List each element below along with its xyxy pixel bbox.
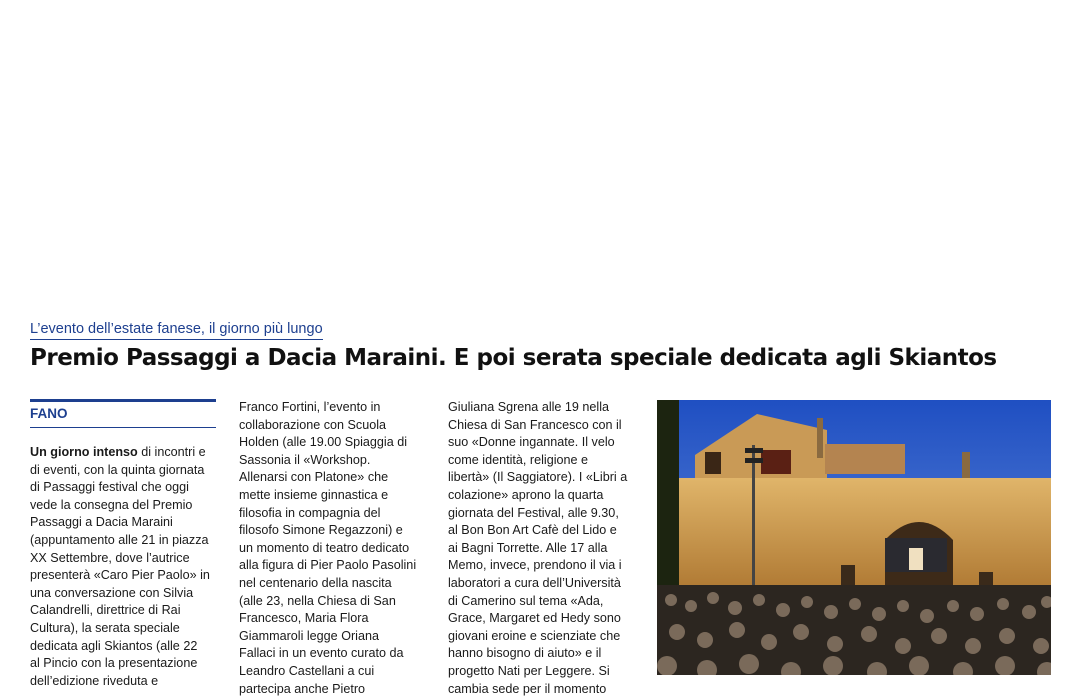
text-line: di Passaggi festival che oggi xyxy=(30,479,220,497)
text-line: Giammaroli legge Oriana xyxy=(239,628,429,646)
text-line: Leandro Castellani a cui xyxy=(239,663,429,681)
text-line: giornata del Festival, alle 9.30, xyxy=(448,505,638,523)
text-line: Calandrelli, direttrice di Rai xyxy=(30,602,220,620)
text-column-1 xyxy=(30,444,220,690)
text-line: presenterà «Caro Pier Paolo» in xyxy=(30,567,220,585)
text-line: giovani eroine e scienziate che xyxy=(448,628,638,646)
text-line: dedicata agli Skiantos (alle 22 xyxy=(30,638,220,656)
text-line: mette insieme ginnastica e xyxy=(239,487,429,505)
text-line: Memo, invece, prendono il via i xyxy=(448,557,638,575)
text-line: un momento di teatro dedicato xyxy=(239,540,429,558)
text-line: progetto Nati per Leggere. Si xyxy=(448,663,638,681)
lead-text: Un giorno intenso xyxy=(30,445,138,459)
event-photo xyxy=(657,400,1051,675)
text-line: Grace, Margaret ed Hedy sono xyxy=(448,610,638,628)
text-line: di Camerino sul tema «Ada, xyxy=(448,593,638,611)
text-line: dell’edizione riveduta e xyxy=(30,673,220,691)
text-line: Giuliana Sgrena alle 19 nella xyxy=(448,399,638,417)
text-line: hanno bisogno di aiuto» e il xyxy=(448,645,638,663)
section-bar xyxy=(30,399,216,402)
text-line: Franco Fortini, l’evento in xyxy=(239,399,429,417)
text-line: Cultura), la serata speciale xyxy=(30,620,220,638)
headline: Premio Passaggi a Dacia Maraini. E poi serata speciale dedicata agli Skiantos xyxy=(30,345,1070,371)
text-line: Chiesa di San Francesco con il xyxy=(448,417,638,435)
text-line: di eventi, con la quinta giornata xyxy=(30,462,220,480)
text-column-3 xyxy=(448,399,638,698)
text-line: Allenarsi con Platone» che xyxy=(239,469,429,487)
text-line: ai Bagni Torrette. Alle 17 alla xyxy=(448,540,638,558)
text-line: Passaggi a Dacia Maraini xyxy=(30,514,220,532)
text-line: libertà» (Il Saggiatore). I «Libri a xyxy=(448,469,638,487)
text-line: una conversazione con Silvia xyxy=(30,585,220,603)
text-line: Fallaci in un evento curato da xyxy=(239,645,429,663)
text-line xyxy=(30,444,220,462)
text-line: nel centenario della nascita xyxy=(239,575,429,593)
lead-rest: di incontri e xyxy=(138,445,206,459)
kicker: L’evento dell’estate fanese, il giorno più lungo xyxy=(30,320,323,340)
event-photo-illustration xyxy=(657,400,1051,675)
text-line: filosofo Simone Regazzoni) e xyxy=(239,522,429,540)
text-line: alla figura di Pier Paolo Pasolini xyxy=(239,557,429,575)
text-line: suo «Donne ingannate. Il velo xyxy=(448,434,638,452)
section-label: FANO xyxy=(30,406,68,421)
text-column-2 xyxy=(239,399,429,698)
text-line: XX Settembre, dove l’autrice xyxy=(30,550,220,568)
text-line: colazione» aprono la quarta xyxy=(448,487,638,505)
text-line: Francesco, Maria Flora xyxy=(239,610,429,628)
section-rule xyxy=(30,427,216,428)
text-line: collaborazione con Scuola xyxy=(239,417,429,435)
text-line: come identità, religione e xyxy=(448,452,638,470)
text-line: al Bon Bon Art Cafè del Lido e xyxy=(448,522,638,540)
text-line: partecipa anche Pietro xyxy=(239,681,429,698)
text-line: laboratori a cura dell’Università xyxy=(448,575,638,593)
text-line: cambia sede per il momento xyxy=(448,681,638,698)
text-line: (alle 23, nella Chiesa di San xyxy=(239,593,429,611)
text-line: al Pincio con la presentazione xyxy=(30,655,220,673)
text-line: (appuntamento alle 21 in piazza xyxy=(30,532,220,550)
text-line: Holden (alle 19.00 Spiaggia di xyxy=(239,434,429,452)
text-line: filosofia in compagnia del xyxy=(239,505,429,523)
text-line: vede la consegna del Premio xyxy=(30,497,220,515)
text-line: Sassonia il «Workshop. xyxy=(239,452,429,470)
